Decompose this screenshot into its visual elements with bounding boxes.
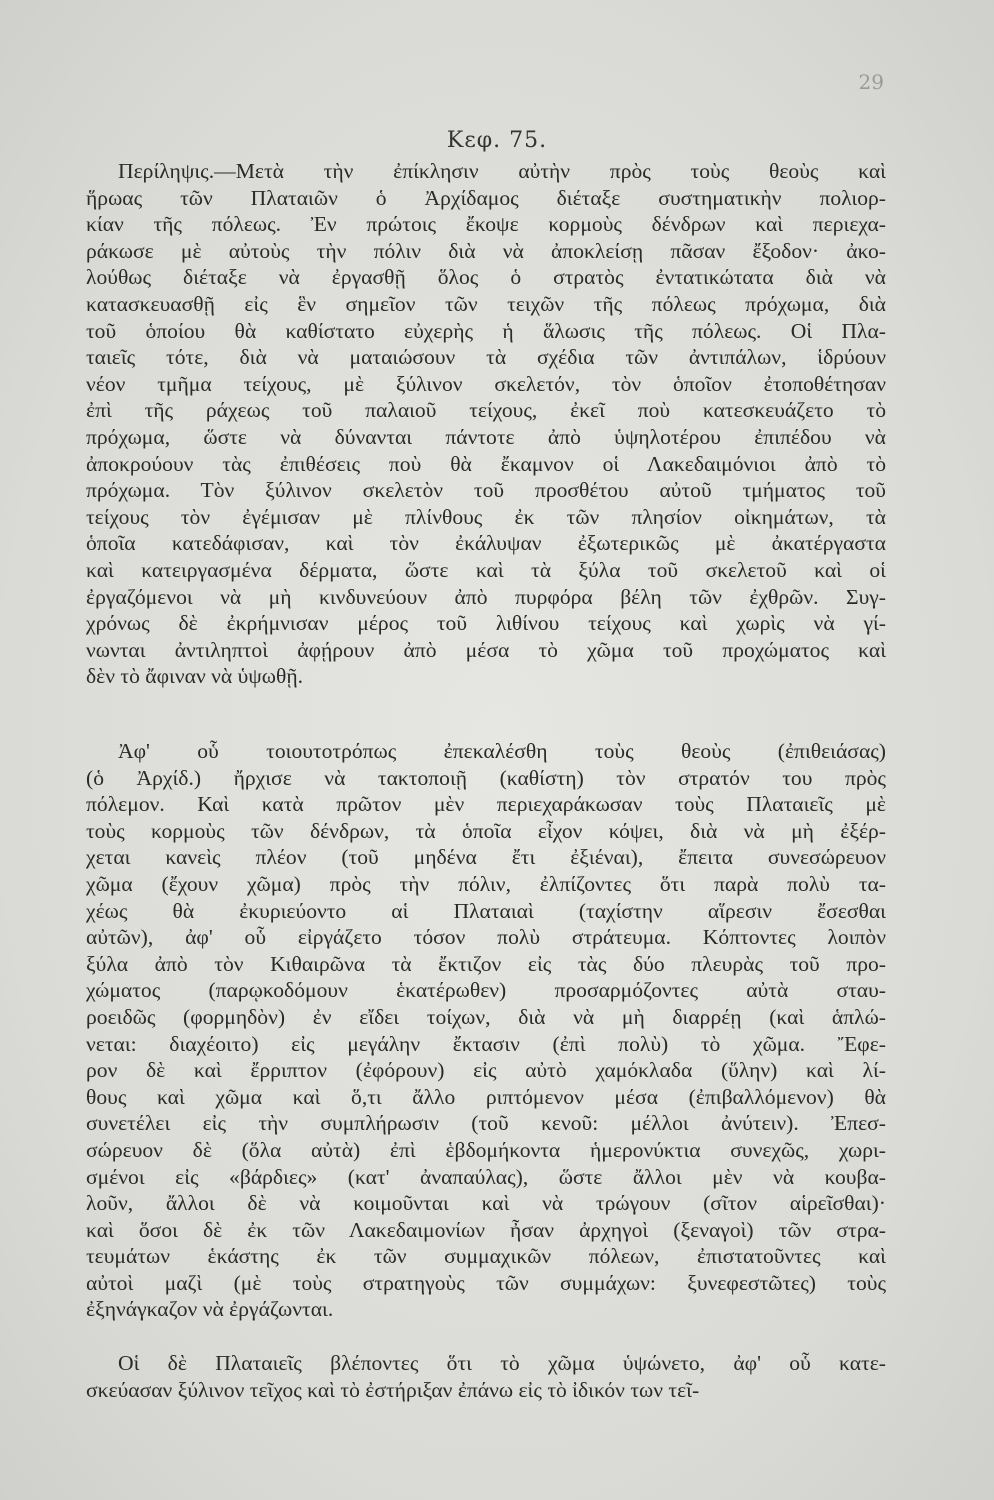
text-line: ὁποῖα κατεδάφισαν, καὶ τὸν ἐκάλυψαν ἐξωτερικῶς μὲ ἀκατέργαστα (86, 531, 886, 556)
text-line: χεται κανεὶς πλέον (τοῦ μηδένα ἔτι ἐξιέναι), ἔπειτα συνεσώρευον (86, 845, 886, 870)
text-line: χέως θὰ ἐκυριεύοντο αἱ Πλαταιαὶ (ταχίστην αἵρεσιν ἔσεσθαι (86, 898, 886, 923)
text-line: συνετέλει εἰς τὴν συμπλήρωσιν (τοῦ κενοῦ: μέλλοι ἀνύτειν). Ἐπεσ- (86, 1111, 886, 1136)
text-line: ρον δὲ καὶ ἔρριπτον (ἐφόρουν) εἰς αὐτὸ χαμόκλαδα (ὕλην) καὶ λί- (86, 1058, 886, 1083)
text-line: κίαν τῆς πόλεως. Ἐν πρώτοις ἔκοψε κορμοὺς δένδρων καὶ περιεχα- (86, 212, 886, 237)
text-line: χρόνως δὲ ἐκρήμνισαν μέρος τοῦ λιθίνου τείχους καὶ χωρὶς νὰ γί- (86, 611, 886, 636)
text-line: πρόχωμα. Τὸν ξύλινον σκελετὸν τοῦ προσθέτου αὐτοῦ τμήματος τοῦ (86, 478, 886, 503)
text-line: Ἀφ' οὗ τοιουτοτρόπως ἐπεκαλέσθη τοὺς θεοὺς (ἐπιθειάσας) (118, 739, 886, 763)
text-line: θους καὶ χῶμα καὶ ὅ,τι ἄλλο ριπτόμενον μέσα (ἐπιβαλλόμενον) θὰ (86, 1084, 886, 1109)
text-line: νεται: διαχέοιτο) εἰς μεγάλην ἔκτασιν (ἐπὶ πολὺ) τὸ χῶμα. Ἔφε- (86, 1031, 886, 1056)
paragraph-summary (86, 158, 886, 690)
text-line: λούθως διέταξε νὰ ἐργασθῇ ὅλος ὁ στρατὸς ἐντατικώτατα διὰ νὰ (86, 265, 886, 290)
page-number: 29 (858, 70, 884, 94)
text-line: σμένοι εἰς «βάρδιες» (κατ' ἀναπαύλας), ὥστε ἄλλοι μὲν νὰ κουβα- (86, 1164, 886, 1189)
text-line: σώρευον δὲ (ὅλα αὐτὰ) ἐπὶ ἑβδομήκοντα ἡμερονύκτια συνεχῶς, χωρι- (86, 1137, 886, 1162)
text-line: λοῦν, ἄλλοι δὲ νὰ κοιμοῦνται καὶ νὰ τρώγουν (σῖτον αἱρεῖσθαι)· (86, 1191, 886, 1216)
text-line: τευμάτων ἑκάστης ἐκ τῶν συμμαχικῶν πόλεων, ἐπιστατοῦντες καὶ (86, 1244, 886, 1269)
text-line: ξύλα ἀπὸ τὸν Κιθαιρῶνα τὰ ἔκτιζον εἰς τὰς δύο πλευρὰς τοῦ προ- (86, 951, 886, 976)
text-line: χῶμα (ἔχουν χῶμα) πρὸς τὴν πόλιν, ἐλπίζοντες ὅτι παρὰ πολὺ τα- (86, 871, 886, 896)
text-line: πόλεμον. Καὶ κατὰ πρῶτον μὲν περιεχαράκωσαν τοὺς Πλαταιεῖς μὲ (86, 792, 886, 817)
paragraph-commentary (86, 738, 886, 1323)
paragraph-continuation (86, 1350, 886, 1403)
text-line: νωνται ἀντιληπτοὶ ἀφῄρουν ἀπὸ μέσα τὸ χῶμα τοῦ προχώματος καὶ (86, 637, 886, 662)
text-line: ἥρωας τῶν Πλαταιῶν ὁ Ἀρχίδαμος διέταξε συστηματικὴν πολιορ- (86, 185, 886, 210)
text-line: ἀποκρούουν τὰς ἐπιθέσεις ποὺ θὰ ἔκαμνον οἱ Λακεδαιμόνιοι ἀπὸ τὸ (86, 451, 886, 476)
text-line: δὲν τὸ ἄφιναν νὰ ὑψωθῇ. (86, 664, 304, 689)
text-line: τείχους τὸν ἐγέμισαν μὲ πλίνθους ἐκ τῶν πλησίον οἰκημάτων, τὰ (86, 504, 886, 529)
text-line: καὶ κατειργασμένα δέρματα, ὥστε καὶ τὰ ξύλα τοῦ σκελετοῦ καὶ οἱ (86, 557, 886, 582)
text-line: ροειδῶς (φορμηδὸν) ἐν εἴδει τοίχων, διὰ νὰ μὴ διαρρέῃ (καὶ ἁπλώ- (86, 1004, 886, 1029)
text-line: ράκωσε μὲ αὐτοὺς τὴν πόλιν διὰ νὰ ἀποκλείσῃ πᾶσαν ἔξοδον· ἀκο- (86, 238, 886, 263)
text-line: ταιεῖς τότε, διὰ νὰ ματαιώσουν τὰ σχέδια τῶν ἀντιπάλων, ἱδρύουν (86, 345, 886, 370)
text-line: ἐξηνάγκαζον νὰ ἐργάζωνται. (86, 1297, 334, 1322)
text-line: νέον τμῆμα τείχους, μὲ ξύλινον σκελετόν, τὸν ὁποῖον ἐτοποθέτησαν (86, 371, 886, 396)
text-line: (ὁ Ἀρχίδ.) ἤρχισε νὰ τακτοποιῇ (καθίστη) τὸν στρατόν του πρὸς (86, 765, 886, 790)
text-line: σκεύασαν ξύλινον τεῖχος καὶ τὸ ἐστήριξαν ἐπάνω εἰς τὸ ἰδικόν των τεῖ- (86, 1377, 700, 1402)
text-line: αὐτῶν), ἀφ' οὗ εἰργάζετο τόσον πολὺ στράτευμα. Κόπτοντες λοιπὸν (86, 925, 886, 950)
text-line: Περίληψις.—Μετὰ τὴν ἐπίκλησιν αὐτὴν πρὸς τοὺς θεοὺς καὶ (118, 159, 886, 183)
text-line: τοῦ ὁποίου θὰ καθίστατο εὐχερὴς ἡ ἅλωσις τῆς πόλεως. Οἱ Πλα- (86, 318, 886, 343)
text-line: τοὺς κορμοὺς τῶν δένδρων, τὰ ὁποῖα εἶχον κόψει, διὰ νὰ μὴ ἐξέρ- (86, 818, 886, 843)
text-line: αὐτοὶ μαζὶ (μὲ τοὺς στρατηγοὺς τῶν συμμάχων: ξυνεφεστῶτες) τοὺς (86, 1270, 886, 1295)
text-line: πρόχωμα, ὥστε νὰ δύνανται πάντοτε ἀπὸ ὑψηλοτέρου ἐπιπέδου νὰ (86, 424, 886, 449)
text-line: χώματος (παρῳκοδόμουν ἑκατέρωθεν) προσαρμόζοντες αὐτὰ σταυ- (86, 978, 886, 1003)
chapter-heading: Κεφ. 75. (446, 128, 548, 153)
text-line: ἐργαζόμενοι νὰ μὴ κινδυνεύουν ἀπὸ πυρφόρα βέλη τῶν ἐχθρῶν. Συγ- (86, 584, 886, 609)
text-line: ἐπὶ τῆς ράχεως τοῦ παλαιοῦ τείχους, ἐκεῖ ποὺ κατεσκευάζετο τὸ (86, 398, 886, 423)
text-line: κατασκευασθῇ εἰς ἓν σημεῖον τῶν τειχῶν τῆς πόλεως πρόχωμα, διὰ (86, 291, 886, 316)
text-line: Οἱ δὲ Πλαταιεῖς βλέποντες ὅτι τὸ χῶμα ὑψώνετο, ἀφ' οὗ κατε- (118, 1351, 886, 1375)
text-line: καὶ ὅσοι δὲ ἐκ τῶν Λακεδαιμονίων ἦσαν ἀρχηγοὶ (ξεναγοὶ) τῶν στρα- (86, 1217, 886, 1242)
